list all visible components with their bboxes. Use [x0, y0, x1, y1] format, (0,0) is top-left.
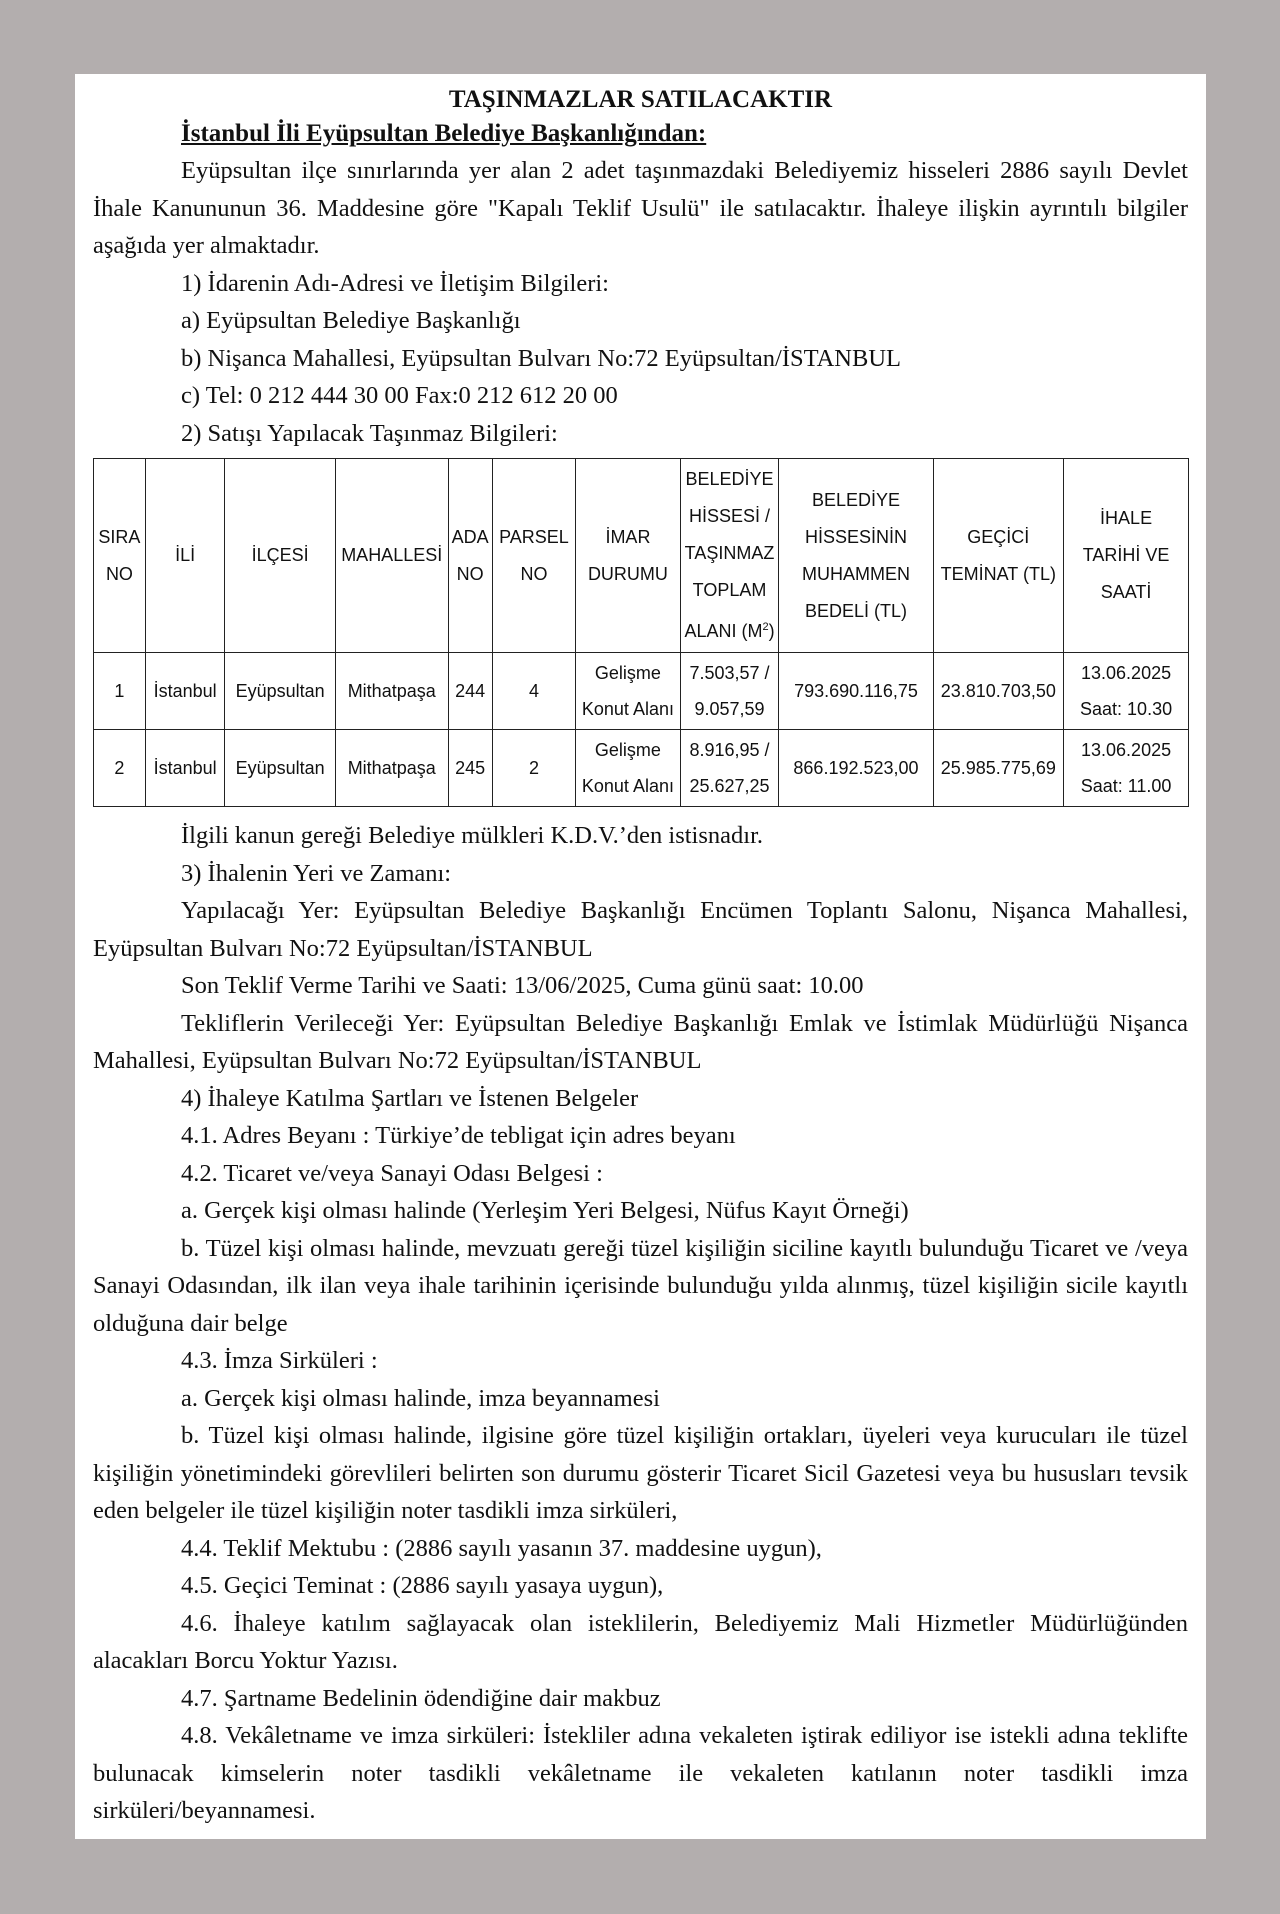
cell-ada: 245 — [448, 730, 492, 807]
requirement-4-8: 4.8. Vekâletname ve imza sirküleri: İstekliler adına vekaleten iştirak ediliyor ise istekli adına teklifte bulunacak kimselerin noter tasdikli vekâletname ile vekaleten katılanın noter tasdikli imza sirküleri/beyannamesi. — [93, 1722, 1188, 1824]
header-muhammen-bedel: BELEDİYE HİSSESİNİN MUHAMMEN BEDELİ (TL) — [779, 459, 933, 653]
section-1-heading: 1) İdarenin Adı-Adresi ve İletişim Bilgileri: — [181, 269, 609, 297]
cell-imar: Gelişme Konut Alanı — [576, 730, 680, 807]
cell-sira: 1 — [94, 653, 146, 730]
requirement-4-4: 4.4. Teklif Mektubu : (2886 sayılı yasanın 37. maddesine uygun), — [181, 1534, 822, 1562]
kdv-note: İlgili kanun gereği Belediye mülkleri K.D.V.’den istisnadır. — [181, 822, 763, 849]
requirement-4-3-b: b. Tüzel kişi olması halinde, ilgisine göre tüzel kişiliğin ortakları, üyeleri veya kurucuları ile tüzel kişiliğin yönetimindeki görevlileri belirten son durumu gösterir Ticaret Sicil Gazetesi veya bu hususları tevsik eden belgeler ile tüzel kişiliğin noter tasdikli imza sirküleri, — [93, 1422, 1188, 1524]
tender-deadline: Son Teklif Verme Tarihi ve Saati: 13/06/2025, Cuma günü saat: 10.00 — [181, 972, 864, 999]
cell-bedel: 793.690.116,75 — [779, 653, 933, 730]
requirement-4-6: 4.6. İhaleye katılım sağlayacak olan isteklilerin, Belediyemiz Mali Hizmetler Müdürlüğünden alacakları Borcu Yoktur Yazısı. — [93, 1609, 1188, 1674]
cell-il: İstanbul — [145, 730, 225, 807]
cell-alan: 8.916,95 / 25.627,25 — [680, 730, 779, 807]
requirement-4-2-a: a. Gerçek kişi olması halinde (Yerleşim Yeri Belgesi, Nüfus Kayıt Örneği) — [181, 1197, 909, 1224]
announcement-page — [75, 74, 1206, 1839]
header-hisse-alan: BELEDİYE HİSSESİ / TAŞINMAZ TOPLAM ALANI $(M^2)$ — [680, 459, 779, 653]
cell-parsel: 2 — [492, 730, 576, 807]
page-title: TAŞINMAZLAR SATILACAKTIR — [448, 86, 833, 113]
header-gecici-teminat: GEÇİCİ TEMİNAT (TL) — [933, 459, 1064, 653]
header-ada: ADA NO — [448, 459, 492, 653]
header-ihale-tarihi: İHALE TARİHİ VE SAATİ — [1064, 459, 1189, 653]
cell-sira: 2 — [94, 730, 146, 807]
header-sira: SIRA NO — [94, 459, 146, 653]
property-table — [93, 458, 1189, 807]
cell-bedel: 866.192.523,00 — [779, 730, 933, 807]
cell-teminat: 25.985.775,69 — [933, 730, 1064, 807]
admin-name: a) Eyüpsultan Belediye Başkanlığı — [181, 307, 521, 334]
requirement-4-5: 4.5. Geçici Teminat : (2886 sayılı yasaya uygun), — [181, 1572, 664, 1599]
admin-address: b) Nişanca Mahallesi, Eyüpsultan Bulvarı No:72 Eyüpsultan/İSTANBUL — [181, 344, 901, 372]
tender-place: Yapılacağı Yer: Eyüpsultan Belediye Başkanlığı Encümen Toplantı Salonu, Nişanca Mahallesi, Eyüpsultan Bulvarı No:72 Eyüpsultan/İSTANBUL — [93, 897, 1188, 962]
section-2-heading: 2) Satışı Yapılacak Taşınmaz Bilgileri: — [181, 419, 558, 447]
admin-contact: c) Tel: 0 212 444 30 00 Fax:0 212 612 20 00 — [181, 382, 618, 409]
cell-alan: 7.503,57 / 9.057,59 — [680, 653, 779, 730]
requirement-4-1: 4.1. Adres Beyanı : Türkiye’de tebligat için adres beyanı — [181, 1122, 736, 1149]
cell-ilce: Eyüpsultan — [225, 653, 335, 730]
cell-teminat: 23.810.703,50 — [933, 653, 1064, 730]
requirement-4-2-b: b. Tüzel kişi olması halinde, mevzuatı gereği tüzel kişiliğin siciline kayıtlı bulunduğu Ticaret ve /veya Sanayi Odasından, ilk ilan veya ihale tarihinin içerisinde bulunduğu yılda alınmış, tüzel kişiliğin sicile kayıtlı olduğuna dair belge — [93, 1234, 1188, 1337]
intro-paragraph: Eyüpsultan ilçe sınırlarında yer alan 2 adet taşınmazdaki Belediyemiz hisseleri 2886 sayılı Devlet İhale Kanununun 36. Maddesine göre "Kapalı Teklif Usulü" ile satılacaktır. İhaleye ilişkin ayrıntılı bilgiler aşağıda yer almaktadır. — [93, 157, 1188, 259]
header-ilce: İLÇESİ — [225, 459, 335, 653]
header-parsel: PARSEL NO — [492, 459, 576, 653]
issuing-authority: İstanbul İli Eyüpsultan Belediye Başkanlığından: — [181, 120, 707, 147]
table-row — [94, 730, 1189, 807]
cell-mahalle: Mithatpaşa — [335, 653, 448, 730]
table-header-row — [94, 459, 1189, 653]
submission-place: Tekliflerin Verileceği Yer: Eyüpsultan Belediye Başkanlığı Emlak ve İstimlak Müdürlüğü Nişanca Mahallesi, Eyüpsultan Bulvarı No:72 Eyüpsultan/İSTANBUL — [93, 1009, 1188, 1074]
header-mahalle: MAHALLESİ — [335, 459, 448, 653]
section-3-heading: 3) İhalenin Yeri ve Zamanı: — [181, 859, 452, 887]
section-4-heading: 4) İhaleye Katılma Şartları ve İstenen Belgeler — [181, 1084, 639, 1112]
requirement-4-3-a: a. Gerçek kişi olması halinde, imza beyannamesi — [181, 1384, 660, 1412]
cell-imar: Gelişme Konut Alanı — [576, 653, 680, 730]
cell-mahalle: Mithatpaşa — [335, 730, 448, 807]
table-row — [94, 653, 1189, 730]
requirement-4-7: 4.7. Şartname Bedelinin ödendiğine dair makbuz — [181, 1684, 661, 1712]
cell-parsel: 4 — [492, 653, 576, 730]
cell-ada: 244 — [448, 653, 492, 730]
cell-tarih: 13.06.2025 Saat: 10.30 — [1064, 653, 1189, 730]
header-il: İLİ — [145, 459, 225, 653]
cell-ilce: Eyüpsultan — [225, 730, 335, 807]
requirement-4-3: 4.3. İmza Sirküleri : — [181, 1347, 378, 1374]
header-imar: İMAR DURUMU — [576, 459, 680, 653]
cell-il: İstanbul — [145, 653, 225, 730]
requirement-4-2: 4.2. Ticaret ve/veya Sanayi Odası Belgesi : — [181, 1159, 603, 1187]
cell-tarih: 13.06.2025 Saat: 11.00 — [1064, 730, 1189, 807]
